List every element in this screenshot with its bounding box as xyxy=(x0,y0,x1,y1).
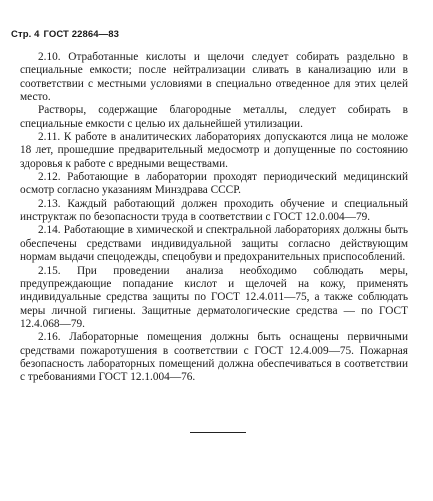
standard-number: ГОСТ 22864—83 xyxy=(43,29,119,40)
paragraph-2-13: 2.13. Каждый работающий должен проходить обучение и специальный инструктаж по безопасности труда в соответствии с ГОСТ 12.0.004—79. xyxy=(20,197,408,224)
paragraph-precious-metals: Растворы, содержащие благородные металлы, следует собирать в специальные емкости с целью их дальнейшей утилизации. xyxy=(20,104,408,130)
paragraph-2-10: 2.10. Отработанные кислоты и щелочи следует собирать раздельно в специальные емкости; после нейтрализации сливать в канализацию или в соответствии с местными условиями в специально отведенное для этих целей место. xyxy=(20,51,408,104)
end-separator-line xyxy=(190,432,246,433)
paragraph-2-16: 2.16. Лабораторные помещения должны быть оснащены первичными средствами пожаротушения в соответствии с ГОСТ 12.4.009—75. Пожарная безопасность лабораторных помещений должна обеспечиваться в соответствии с требованиями ГОСТ 12.1.004—76. xyxy=(20,331,408,384)
paragraph-2-14: 2.14. Работающие в химической и спектральной лабораториях должны быть обеспечены средствами индивидуальной защиты согласно действующим нормам выдачи спецодежды, спецобуви и предохранительных приспособлений. xyxy=(20,224,408,264)
paragraph-2-15: 2.15. При проведении анализа необходимо соблюдать меры, предупреждающие попадание кислот и щелочей на кожу, применять индивидуальные средства защиты по ГОСТ 12.4.011—75, а также соблюдать меры личной гигиены. Защитные дерматологические средства — по ГОСТ 12.4.068—79. xyxy=(20,264,408,330)
paragraph-2-11: 2.11. К работе в аналитических лабораториях допускаются лица не моложе 18 лет, прошедшие предварительный медосмотр и допущенные по состоянию здоровья к работе с вредными веществами. xyxy=(20,131,408,170)
paragraph-2-12: 2.12. Работающие в лаборатории проходят периодический медицинский осмотр согласно указаниям Минздрава СССР. xyxy=(20,171,408,197)
document-body xyxy=(20,51,408,385)
page-header xyxy=(11,29,119,40)
page-number-label: Стр. 4 xyxy=(11,29,40,40)
